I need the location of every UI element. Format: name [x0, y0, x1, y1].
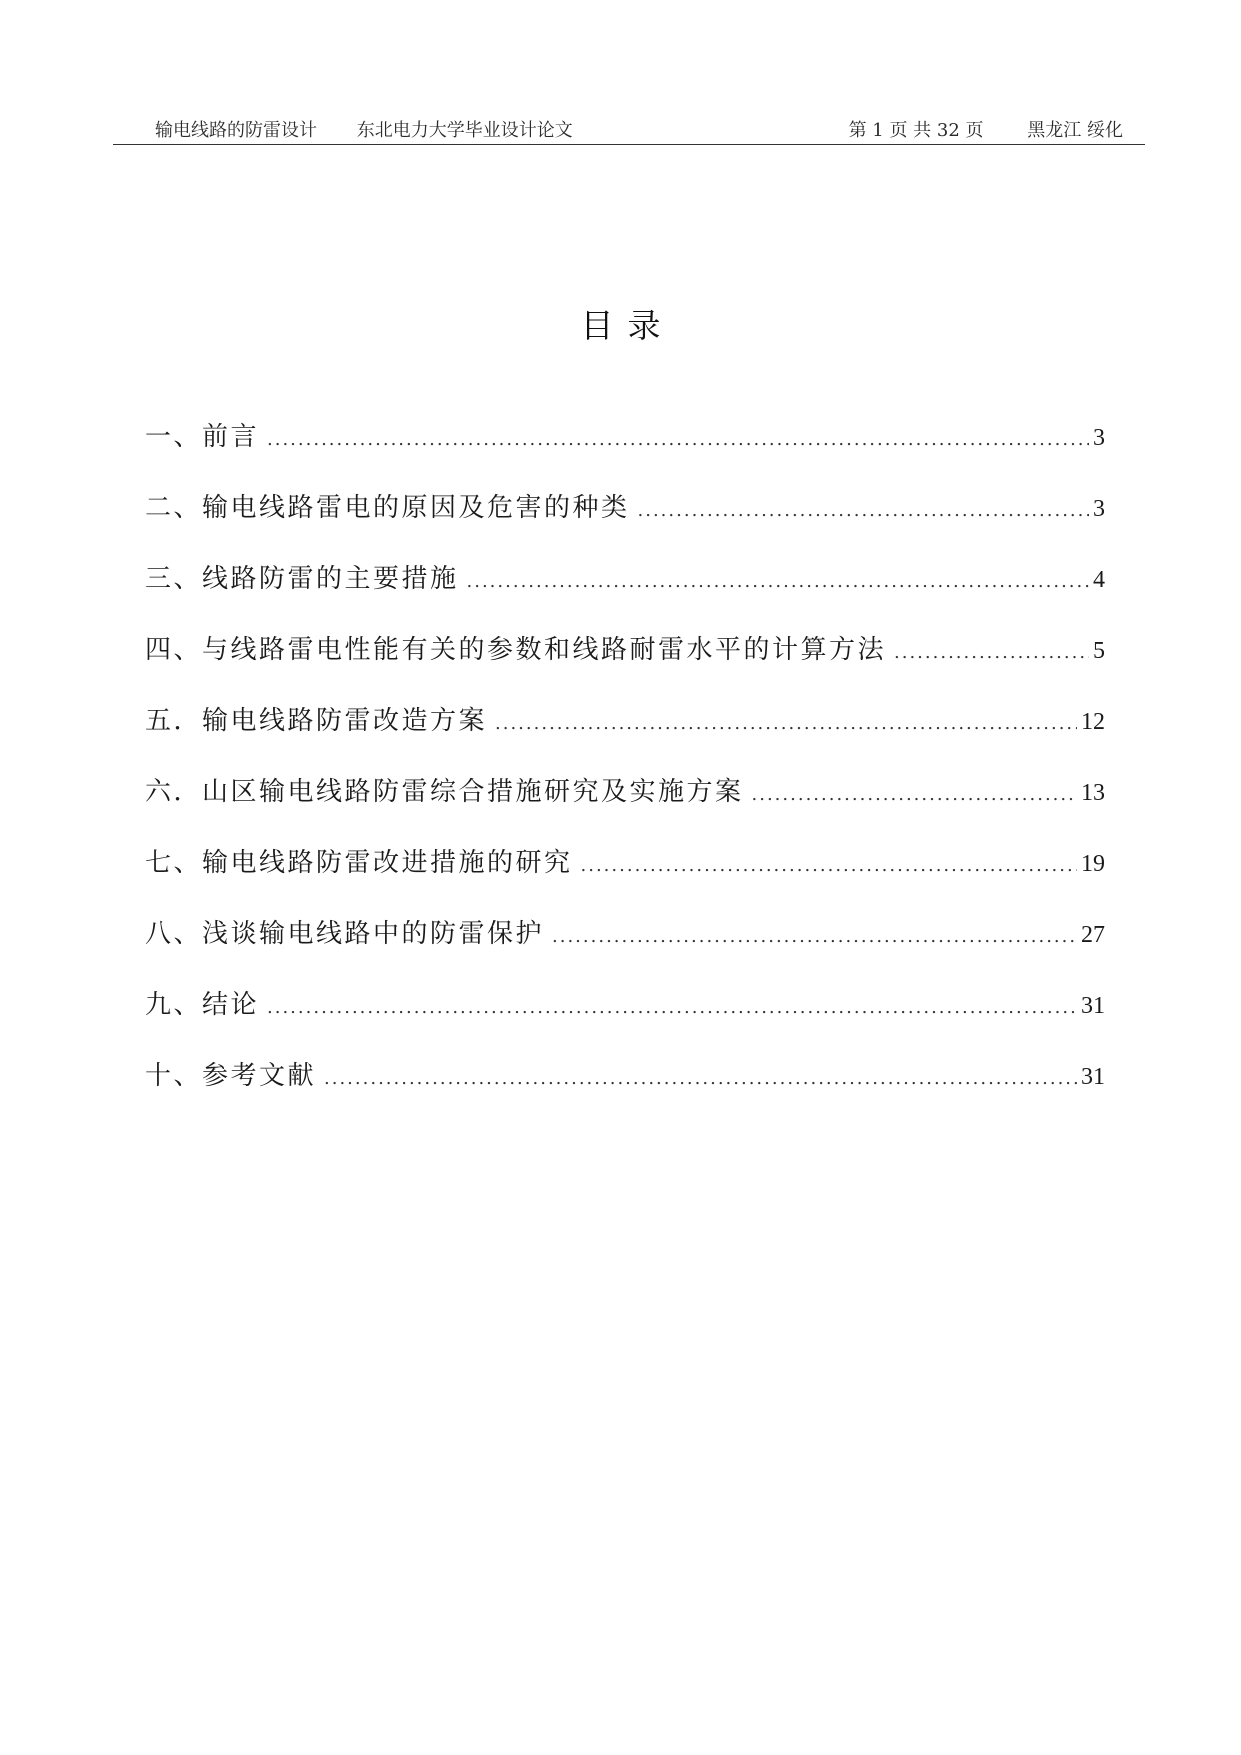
toc-entry[interactable] [145, 913, 1105, 984]
toc-entry-page: 19 [1081, 851, 1105, 877]
toc-dot-leader [324, 1068, 1077, 1089]
header-institution: 东北电力大学毕业设计论文 [356, 120, 573, 141]
header-left [155, 116, 573, 142]
toc-entry-page: 4 [1093, 567, 1105, 593]
toc-entry-page: 27 [1081, 922, 1105, 948]
toc-entry-label: 一、前言 [145, 422, 260, 452]
header-location: 黑龙江 绥化 [1027, 120, 1123, 141]
toc-entry[interactable] [145, 487, 1105, 558]
header-page-info: 第 1 页 共 32 页 [848, 120, 984, 141]
toc-entry-page: 12 [1081, 709, 1105, 735]
toc-entry-page: 3 [1093, 425, 1105, 451]
toc-dot-leader [495, 713, 1077, 734]
toc-entry-label: 十、参考文献 [145, 1061, 317, 1091]
toc-entry-label: 八、浅谈输电线路中的防雷保护 [145, 919, 545, 949]
toc-entry[interactable] [145, 771, 1105, 842]
toc-dot-leader [581, 855, 1077, 876]
toc-entry[interactable] [145, 629, 1105, 700]
header-thesis-title: 输电线路的防雷设计 [155, 120, 317, 141]
toc-entry[interactable] [145, 984, 1105, 1055]
toc-dot-leader [267, 429, 1089, 450]
table-of-contents [145, 416, 1105, 1126]
toc-entry[interactable] [145, 1055, 1105, 1126]
toc-entry-label: 九、结论 [145, 990, 260, 1020]
toc-dot-leader [267, 997, 1077, 1018]
toc-entry-label: 五．输电线路防雷改造方案 [145, 706, 488, 736]
toc-dot-leader [467, 571, 1089, 592]
header-right [849, 116, 1123, 142]
toc-dot-leader [752, 784, 1077, 805]
toc-entry-label: 三、线路防雷的主要措施 [145, 564, 459, 594]
toc-entry-label: 四、与线路雷电性能有关的参数和线路耐雷水平的计算方法 [145, 635, 887, 665]
toc-title: 目录 [580, 306, 675, 345]
toc-dot-leader [894, 642, 1089, 663]
toc-entry-page: 31 [1081, 993, 1105, 1019]
toc-entry-page: 5 [1093, 638, 1105, 664]
toc-entry[interactable] [145, 558, 1105, 629]
toc-entry[interactable] [145, 842, 1105, 913]
toc-entry-page: 31 [1081, 1064, 1105, 1090]
toc-entry-page: 3 [1093, 496, 1105, 522]
toc-entry-label: 七、输电线路防雷改进措施的研究 [145, 848, 573, 878]
toc-entry[interactable] [145, 700, 1105, 771]
toc-dot-leader [552, 926, 1077, 947]
page-header [113, 116, 1145, 145]
toc-entry[interactable] [145, 416, 1105, 487]
toc-dot-leader [638, 500, 1089, 521]
toc-entry-page: 13 [1081, 780, 1105, 806]
toc-entry-label: 二、输电线路雷电的原因及危害的种类 [145, 493, 630, 523]
toc-entry-label: 六．山区输电线路防雷综合措施研究及实施方案 [145, 777, 744, 807]
